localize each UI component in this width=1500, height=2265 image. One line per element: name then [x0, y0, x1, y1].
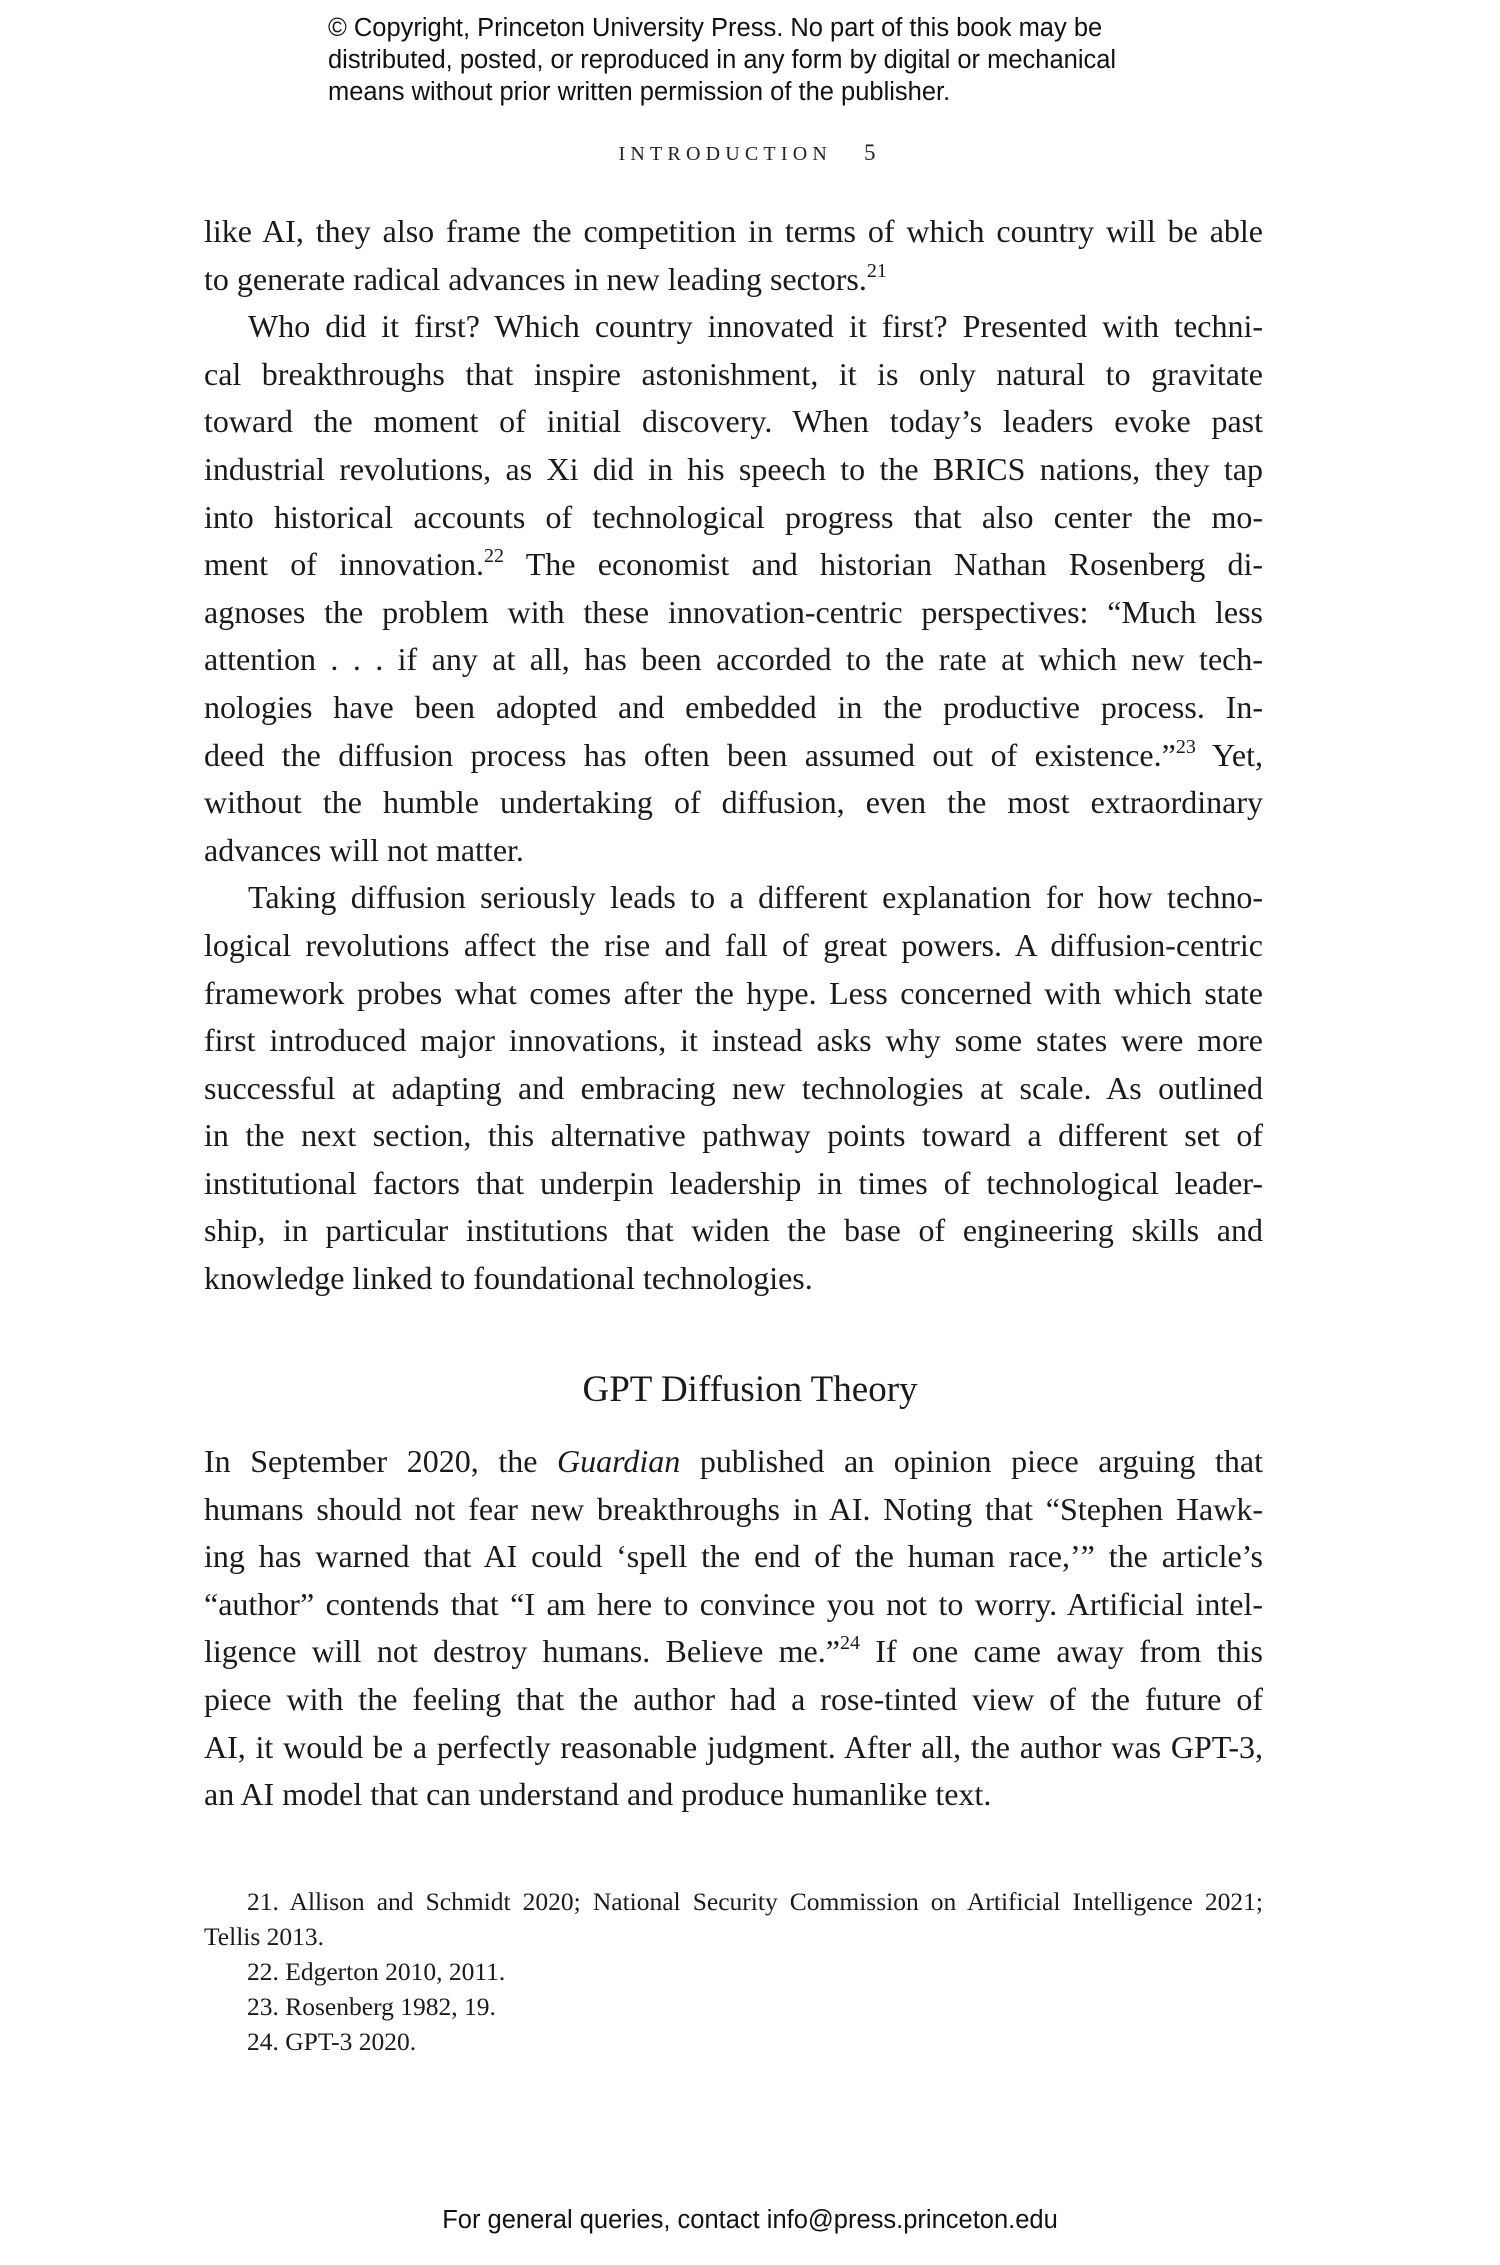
text-line	[204, 303, 1263, 351]
text-segment: If one came away from this	[859, 1633, 1264, 1670]
text-segment: attention . . . if any at all, has been accorded to the rate at which new tech-	[204, 641, 1263, 678]
text-line	[204, 922, 1263, 970]
text-line	[204, 732, 1263, 780]
text-line	[204, 1065, 1263, 1113]
text-segment: industrial revolutions, as Xi did in his speech to the BRICS nations, they tap	[204, 450, 1263, 487]
copyright-line: © Copyright, Princeton University Press. No part of this book may be	[328, 14, 1103, 42]
text-segment: framework probes what comes after the hype. Less concerned with which state	[204, 974, 1263, 1011]
text-line	[204, 1207, 1263, 1255]
text-segment: into historical accounts of technological progress that also center the mo-	[204, 498, 1263, 535]
text-segment: without the humble undertaking of diffusion, even the most extraordinary	[204, 784, 1263, 821]
text-line	[204, 1486, 1263, 1534]
text-line	[204, 970, 1263, 1018]
text-segment: In September 2020, the	[204, 1443, 558, 1479]
text-line	[204, 1533, 1263, 1581]
text-segment: Who did it first? Which country innovated it first? Presented with techni-	[248, 308, 1263, 345]
text-segment: nologies have been adopted and embedded in the productive process. In-	[204, 688, 1263, 725]
text-segment: piece with the feeling that the author had a rose-tinted view of the future of	[204, 1680, 1263, 1717]
text-line	[204, 1017, 1263, 1065]
text-segment: published an opinion piece arguing that	[680, 1443, 1264, 1479]
text-line	[204, 1581, 1263, 1629]
text-line	[204, 208, 1263, 256]
text-segment: an AI model that can understand and produce humanlike text.	[204, 1776, 992, 1813]
text-line	[204, 351, 1263, 399]
text-segment: institutional factors that underpin leadership in times of technological leader-	[204, 1164, 1263, 1201]
footnote-reference[interactable]: 24	[839, 1632, 860, 1655]
text-line	[204, 398, 1263, 446]
text-line	[204, 1438, 1263, 1486]
footnote-line: 23. Rosenberg 1982, 19.	[247, 1992, 496, 2021]
footnotes	[204, 1884, 1263, 2059]
text-segment: advances will not matter.	[204, 831, 524, 868]
text-segment: first introduced major innovations, it instead asks why some states were more	[204, 1022, 1263, 1059]
text-segment: humans should not fear new breakthroughs in AI. Noting that “Stephen Hawk-	[204, 1490, 1263, 1527]
text-line	[204, 684, 1263, 732]
text-segment: Yet,	[1195, 736, 1264, 773]
footnote-reference[interactable]: 23	[1175, 735, 1196, 758]
text-line	[204, 589, 1263, 637]
text-line	[204, 1628, 1263, 1676]
text-segment: in the next section, this alternative pathway points toward a different set of	[204, 1117, 1263, 1154]
page-number: 5	[864, 140, 876, 165]
text-segment: ment of innovation.	[204, 546, 485, 583]
section-heading: GPT Diffusion Theory	[582, 1369, 918, 1410]
text-segment: deed the diffusion process has often been assumed out of existence.”	[204, 736, 1176, 773]
gpt-diffusion-body-text	[204, 1438, 1263, 1819]
text-line	[204, 827, 1263, 875]
footnote-reference[interactable]: 21	[866, 259, 887, 282]
text-segment: ship, in particular institutions that widen the base of engineering skills and	[204, 1212, 1263, 1249]
text-segment: Taking diffusion seriously leads to a different explanation for how techno-	[248, 879, 1263, 916]
text-segment: The economist and historian Nathan Rosenberg di-	[504, 546, 1264, 583]
text-segment: cal breakthroughs that inspire astonishment, it is only natural to gravitate	[204, 355, 1263, 392]
copyright-notice	[328, 12, 1116, 108]
footnote-item	[204, 1884, 1263, 1954]
text-segment: logical revolutions affect the rise and fall of great powers. A diffusion-centric	[204, 926, 1263, 963]
footnote-line: 21. Allison and Schmidt 2020; National Security Commission on Artificial Intelligence 2021;	[247, 1887, 1263, 1916]
footnote-item	[204, 1954, 1263, 1989]
text-segment: ing has warned that AI could ‘spell the end of the human race,’” the article’s	[204, 1538, 1263, 1575]
text-line	[204, 1112, 1263, 1160]
text-segment: to generate radical advances in new leading sectors.	[204, 260, 867, 297]
chapter-title: INTRODUCTION	[618, 143, 832, 165]
text-segment: “author” contends that “I am here to convince you not to worry. Artificial intel-	[204, 1585, 1263, 1622]
text-segment: AI, it would be a perfectly reasonable judgment. After all, the author was GPT-3,	[204, 1728, 1263, 1765]
text-line	[204, 1160, 1263, 1208]
text-line	[204, 1724, 1263, 1772]
copyright-line: means without prior written permission of the publisher.	[328, 78, 951, 106]
text-line	[204, 494, 1263, 542]
text-segment: ligence will not destroy humans. Believe me.”	[204, 1633, 840, 1670]
text-segment: like AI, they also frame the competition in terms of which country will be able	[204, 213, 1263, 249]
text-segment: knowledge linked to foundational technologies.	[204, 1260, 813, 1297]
footnote-line: 22. Edgerton 2010, 2011.	[247, 1957, 506, 1986]
footnote-line: Tellis 2013.	[204, 1922, 325, 1951]
text-line	[204, 636, 1263, 684]
paragraph	[204, 1438, 1263, 1819]
text-line	[204, 541, 1263, 589]
paragraph	[204, 874, 1263, 1302]
footnote-item	[204, 1989, 1263, 2024]
running-head	[0, 140, 1500, 166]
text-line	[204, 256, 1263, 304]
text-line	[204, 1255, 1263, 1303]
footnote-item	[204, 2024, 1263, 2059]
text-line	[204, 874, 1263, 922]
paragraph	[204, 303, 1263, 874]
text-line	[204, 1676, 1263, 1724]
italic-title: Guardian	[557, 1443, 681, 1479]
paragraph	[204, 208, 1263, 303]
intro-body-text	[204, 208, 1263, 1303]
text-segment: agnoses the problem with these innovation-centric perspectives: “Much less	[204, 593, 1263, 630]
footnote-line: 24. GPT-3 2020.	[247, 2027, 417, 2056]
text-line	[204, 779, 1263, 827]
text-segment: successful at adapting and embracing new technologies at scale. As outlined	[204, 1069, 1263, 1106]
footnote-reference[interactable]: 22	[484, 545, 505, 568]
text-line	[204, 446, 1263, 494]
text-segment: toward the moment of initial discovery. When today’s leaders evoke past	[204, 403, 1263, 440]
footer-contact: For general queries, contact info@press.princeton.edu	[442, 2206, 1058, 2234]
text-line	[204, 1771, 1263, 1819]
copyright-line: distributed, posted, or reproduced in any form by digital or mechanical	[328, 46, 1117, 74]
